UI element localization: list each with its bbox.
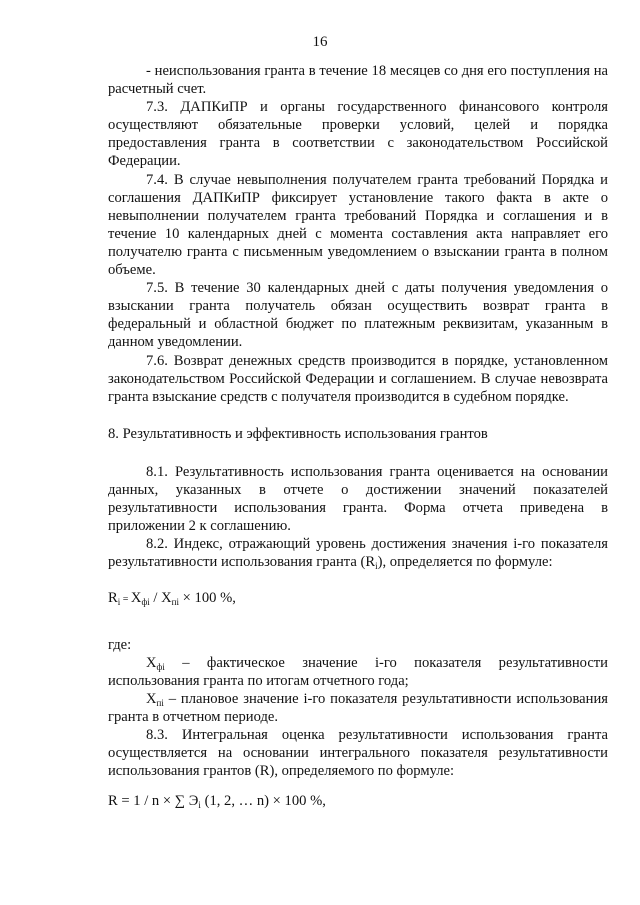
definition-plan (108, 690, 608, 726)
paragraph-unused-grant: - неиспользования гранта в течение 18 месяцев со дня его поступления на расчетный счет. (108, 63, 608, 98)
paragraph-8-1: 8.1. Результативность использования гранта оценивается на основании данных, указанных в отчете о достижении значений показателей результативности использования гранта. Форма отчета приведена в приложении 2 к соглашению. (108, 463, 608, 535)
definition-fact (108, 654, 608, 690)
definition-fact-subscript: фi (156, 661, 165, 672)
paragraph-8-2-subscript: i (375, 561, 378, 572)
definition-plan-text: – плановое значение i-го показателя результативности использования гранта в отчетном периоде. (108, 690, 608, 725)
formula-r: R (108, 590, 118, 607)
formula-tail: × 100 %, (179, 590, 236, 607)
formula-r-subscript: i (117, 597, 121, 608)
formula-x-plan-subscript: пi (171, 597, 179, 608)
paragraph-8-2 (108, 535, 608, 571)
definition-fact-symbol: X (146, 654, 157, 671)
paragraph-7-4: 7.4. В случае невыполнения получателем гранта требований Порядка и соглашения ДАПКиПР фиксирует установление такого факта в акте о невыполнении получателем гранта требований Порядка и соглашения и в течение 10 календарных дней с момента составления акта направляет его получателю гранта с письменным уведомлением о взыскании гранта в полном объеме. (108, 171, 608, 279)
definition-plan-subscript: пi (156, 697, 164, 708)
document-body (108, 62, 608, 810)
paragraph-7-5: 7.5. В течение 30 календарных дней с даты получения уведомления о взыскании гранта получатель обязан осуществить возврат гранта в федеральный и областной бюджет по платежным реквизитам, указанным в данном уведомлении. (108, 280, 608, 351)
formula-integral-head: R = 1 / n × ∑ Э (108, 793, 199, 810)
paragraph-8-3: 8.3. Интегральная оценка результативности использования гранта осуществляется на основании интегрального показателя результативности использования грантов (R), определяемого по формуле: (108, 727, 608, 780)
formula-x-fact: X (130, 590, 142, 607)
where-label: где: (108, 636, 132, 653)
page-number: 16 (312, 34, 328, 50)
paragraph-7-3: 7.3. ДАПКиПР и органы государственного финансового контроля осуществляют обязательные проверки условий, целей и порядка предоставления гранта в соответствии с законодательством Российской Федерации. (108, 99, 608, 170)
formula-index (108, 589, 608, 609)
formula-equals: = (120, 594, 131, 606)
definition-plan-symbol: X (146, 690, 157, 707)
paragraph-8-2-tail: ), определяется по формуле: (377, 554, 553, 571)
formula-divide: / X (149, 590, 172, 607)
formula-integral-tail: (1, 2, … n) × 100 %, (200, 793, 326, 810)
paragraph-8-2-text: 8.2. Индекс, отражающий уровень достижения значения i-го показателя результативности использования гранта (R (108, 536, 608, 571)
formula-x-fact-subscript: фi (141, 597, 150, 608)
definition-fact-text: – фактическое значение i-го показателя результативности использования гранта по итогам отчетного года; (108, 654, 608, 689)
formula-integral-subscript: i (198, 800, 201, 811)
formula-integral (108, 792, 608, 810)
section-heading-8: 8. Результативность и эффективность использования грантов (108, 425, 488, 442)
paragraph-7-6: 7.6. Возврат денежных средств производится в порядке, установленном законодательством Российской Федерации и соглашением. В случае невозврата гранта взыскание средств с получателя производится в судебном порядке. (108, 352, 608, 405)
